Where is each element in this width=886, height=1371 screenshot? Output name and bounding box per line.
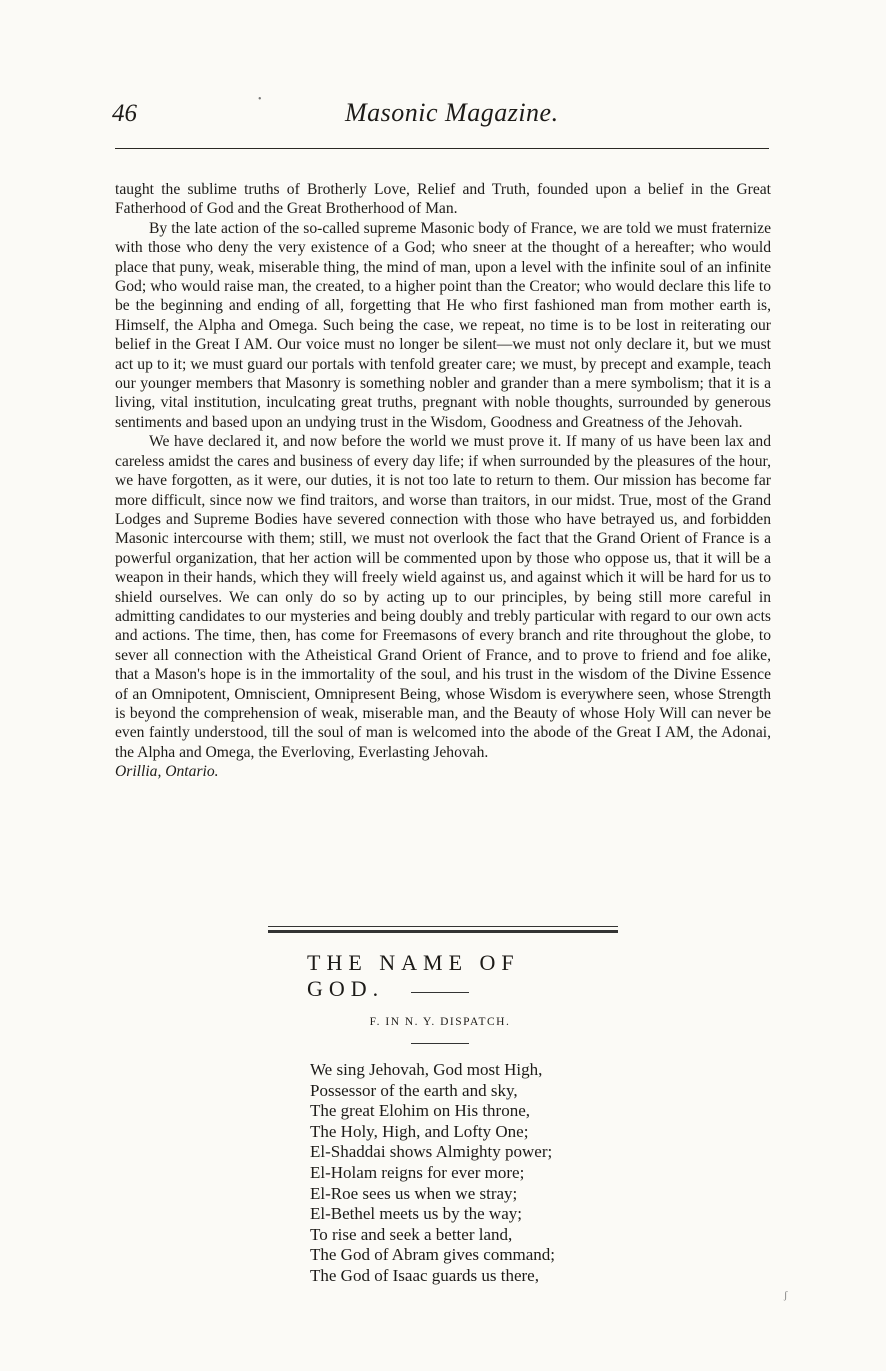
article-paragraph: taught the sublime truths of Brotherly Love, Relief and Truth, founded upon a belief in the Great Fatherhood of God and the Great Brotherhood of Man. [115,181,771,218]
header-rule [115,148,769,149]
page-number: 46 [112,100,137,127]
poem-line: El-Roe sees us when we stray; [310,1183,518,1203]
poem-line: El-Holam reigns for ever more; [310,1162,525,1182]
print-speck: ʃ [784,1290,788,1301]
poem-body [310,1060,555,1287]
article-paragraph: We have declared it, and now before the world we must prove it. If many of us have been lax and careless amidst the cares and business of every day life; if when surrounded by the pleasures of the hour, we have forgotten, as it were, our duties, it is not too late to return to them. Our mission has become far more difficult, since now we find traitors, and worse than traitors, in our midst. True, most of the Grand Lodges and Supreme Bodies have severed connection with those who have betrayed us, and forbidden Masonic intercourse with them; still, we must not overlook the fact that the Grand Orient of France is a powerful organization, that her action will be commented upon by those who oppose us, that it will be a weapon in their hands, which they will freely wield against us, and against which it will be hard for us to shield ourselves. We can only do so by acting up to our principles, by being still more careful in admitting candidates to our mysteries and being doubly and trebly particular with regard to our own acts and actions. The time, then, has come for Freemasons of every branch and rite throughout the globe, to sever all connection with the Atheistical Grand Orient of France, and to prove to friend and foe alike, that a Mason's hope is in the immortality of the soul, and his trust in the wisdom of the Divine Essence of an Omnipotent, Omniscient, Omnipresent Being, whose Wisdom is everywhere seen, whose Strength is beyond the comprehension of weak, miserable man, and the Beauty of whose Holy Will can never be even faintly understood, till the soul of man is welcomed into the abode of the Great I AM, the Adonai, the Alpha and Omega, the Everloving, Everlasting Jehovah. [115,433,771,761]
section-divider [268,926,618,933]
poem-title: THE NAME OF GOD. [307,950,520,1001]
print-speck: • [258,94,262,105]
poem-source: F. IN N. Y. DISPATCH. [369,1016,511,1028]
poem-line: The Holy, High, and Lofty One; [310,1121,529,1141]
running-title: Masonic Magazine. [345,98,559,127]
poem-line: The God of Isaac guards us there, [310,1265,539,1285]
source-rule [411,1043,469,1044]
poem-line: To rise and seek a better land, [310,1224,513,1244]
poem-line: The great Elohim on His throne, [310,1101,531,1121]
poem-line: The God of Abram gives command; [310,1245,556,1265]
article-paragraph: By the late action of the so-called supreme Masonic body of France, we are told we must fraternize with those who deny the very existence of a God; who sneer at the thought of a hereafter; who would place that puny, weak, miserable thing, the mind of man, upon a level with the infinite soul of an infinite God; who would raise man, the created, to a higher point than the Creator; who would declare this life to be the beginning and ending of all, forgetting that He who first fashioned man from mother earth is, Himself, the Alpha and Omega. Such being the case, we repeat, no time is to be lost in reiterating our belief in the Great I AM. Our voice must no longer be silent—we must not only declare it, but we must act up to it; we must guard our portals with tenfold greater care; we must, by precept and example, teach our younger members that Masonry is something nobler and grander than a mere symbolism; that it is a living, vital institution, inculcating great truths, pregnant with noble thoughts, surrounded by generous sentiments and based upon an undying trust in the Wisdom, Goodness and Greatness of the Jehovah. [115,219,771,431]
title-rule [411,992,469,993]
poem-line: El-Bethel meets us by the way; [310,1204,522,1224]
article-place: Orillia, Ontario. [115,763,219,781]
poem-line: Possessor of the earth and sky, [310,1080,518,1100]
poem-line: We sing Jehovah, God most High, [310,1060,543,1079]
article-body [115,180,771,782]
poem-line: El-Shaddai shows Almighty power; [310,1142,553,1162]
